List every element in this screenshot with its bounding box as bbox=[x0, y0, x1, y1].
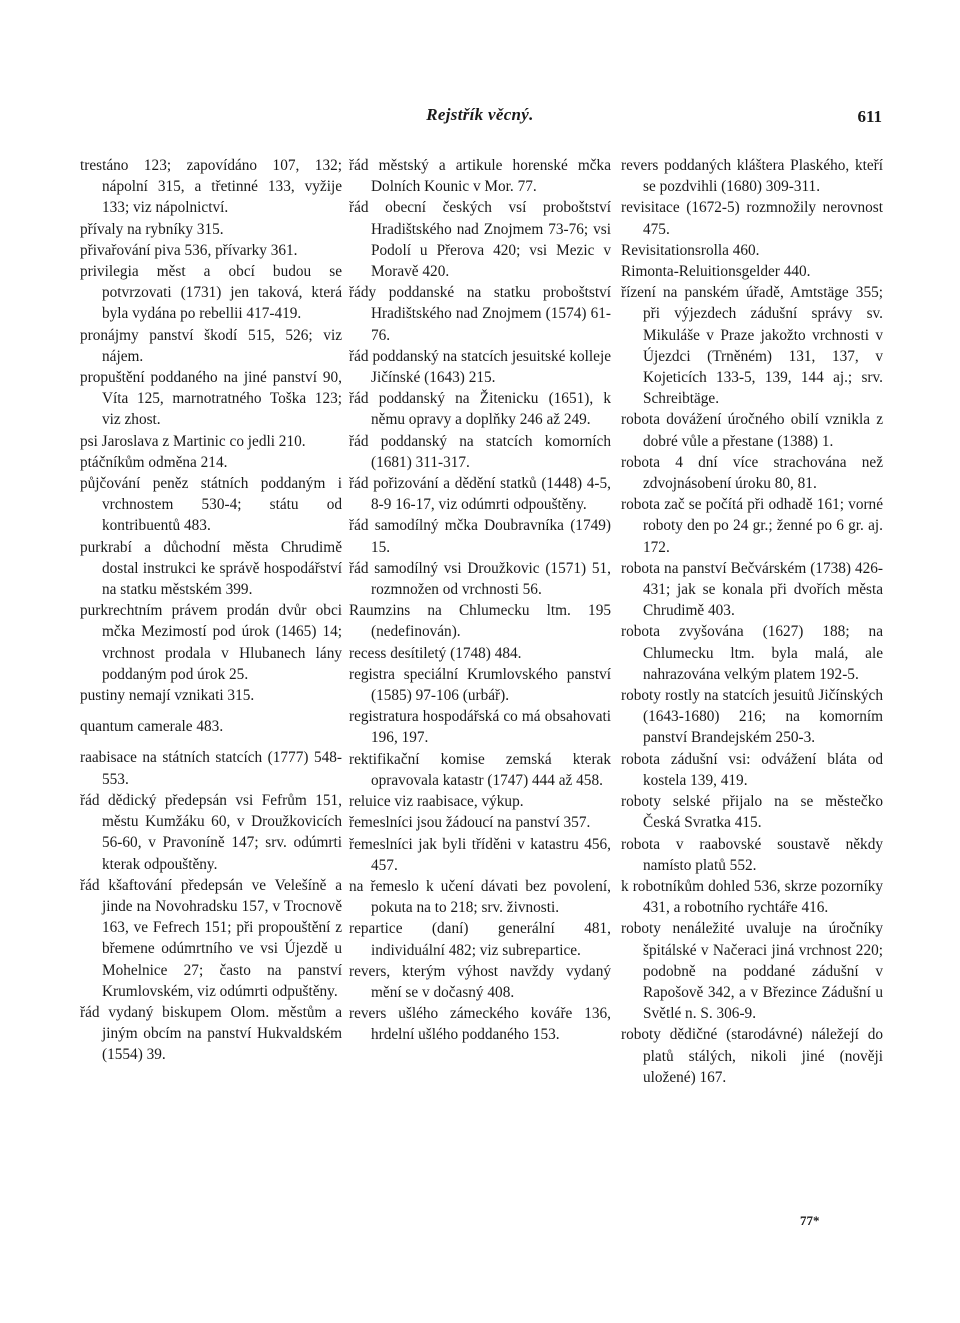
index-entry: řád vydaný biskupem Olom. městům a jiným obcím na panství Hukvaldském (1554) 39. bbox=[80, 1003, 342, 1064]
index-entry: na řemeslo k učení dávati bez povolení, pokuta na to 218; srv. živnosti. bbox=[349, 877, 611, 917]
index-entry: revisitace (1672-5) rozmnožily nerovnost 475. bbox=[621, 199, 883, 238]
index-column-1 bbox=[80, 155, 342, 1066]
index-entry: revers, kterým výhost navždy vydaný mění se v dočasný 408. bbox=[349, 962, 611, 1001]
index-entry: robota dovážení úročného obilí vznikla z dobré vůle a přestane (1388) 1. bbox=[621, 411, 883, 450]
index-entry: Revisitationsrolla 460. bbox=[621, 241, 760, 259]
index-entry: řád poddanský na statcích komorních (1681) 311-317. bbox=[349, 432, 611, 471]
index-entry: robota zádušní vsi: odvážení bláta od kostela 139, 419. bbox=[621, 750, 883, 789]
index-entry: repartice (daní) generální 481, individuální 482; viz subrepartice. bbox=[349, 920, 611, 959]
index-entry: řád samodílný vsi Droužkovic (1571) 51, rozmnožen od vrchnosti 56. bbox=[349, 559, 611, 599]
index-entry: řád poddanský na statcích jesuitské kolleje Jičínské (1643) 215. bbox=[349, 347, 611, 387]
index-entry: řád městský a artikule horenské mčka Dolních Kounic v Mor. 77. bbox=[349, 157, 611, 196]
index-entry: robota zač se počítá při odhadě 161; vorné roboty den po 24 gr.; ženné po 6 gr. aj. 172. bbox=[621, 496, 883, 556]
index-entry: reluice viz raabisace, výkup. bbox=[349, 793, 524, 811]
index-entry: řád obecní českých vsí proboštství Hradištského nad Znojmem 73-76; vsi Podolí u Přerova 420; vsi Mezic v Moravě 420. bbox=[349, 199, 611, 281]
index-entry: roboty rostly na statcích jesuitů Jičínských (1643-1680) 216; na komorním panství Brandejském 250-3. bbox=[621, 687, 883, 747]
index-entry: Rimonta-Reluitionsgelder 440. bbox=[621, 263, 811, 281]
index-entry: propuštění poddaného na jiné panství 90, Víta 125, marnotratného Toška 123; viz zhost. bbox=[80, 369, 342, 429]
index-entry: registra speciální Krumlovského panství (1585) 97-106 (urbář). bbox=[349, 665, 611, 705]
index-entry: řád pořizování a dědění statků (1448) 4-5, 8-9 16-17, viz odúmrti odpouštěny. bbox=[349, 475, 611, 514]
index-entry: řemeslníci jsou žádoucí na panství 357. bbox=[349, 814, 591, 832]
index-entry: psi Jaroslava z Martinic co jedli 210. bbox=[80, 432, 306, 450]
index-entry: pustiny nemají vznikati 315. bbox=[80, 687, 255, 705]
index-entry: pronájmy panství škodí 515, 526; viz nájem. bbox=[80, 326, 342, 365]
index-entry: k robotníkům dohled 536, skrze pozorníky 431, a robotního rychtáře 416. bbox=[621, 877, 883, 917]
index-entry: raabisace na státních statcích (1777) 548-553. bbox=[80, 749, 342, 788]
index-entry: řád poddanský na Žitenicku (1651), k němu opravy a doplňky 246 až 249. bbox=[349, 390, 611, 429]
index-entry: řemeslníci jak byli tříděni v katastru 456, 457. bbox=[349, 835, 611, 874]
index-entry: trestáno 123; zapovídáno 107, 132; nápolní 315, a třetinné 133, vyžije 133; viz nápolnictví. bbox=[80, 157, 342, 217]
index-entry: revers poddaných kláštera Plaského, kteří se pozdvihli (1680) 309-311. bbox=[621, 157, 883, 196]
index-entry: půjčování peněz státních poddaným i vrchnostem 530-4; státu od kontribuentů 483. bbox=[80, 475, 342, 535]
index-entry: robota 4 dní více strachována než zdvojnásobení úroku 80, 81. bbox=[621, 453, 883, 493]
index-entry: řád dědický předepsán vsi Fefrům 151, městu Kumžáku 60, v Droužkovicích 56-60, v Pravoníně 147; srv. odúmrti kterak odpouštěny. bbox=[80, 791, 342, 873]
index-entry: roboty dědičné (starodávné) náležejí do platů stálých, nikoli jiné (nověji uložené) 167. bbox=[621, 1026, 883, 1086]
index-entry: roboty nenáležité uvaluje na úročníky špitálské v Načeraci jiná vrchnost 220; podobně na poddané zádušní v Rapošově 342, a v Březince Zádušní u Světlé n. S. 306-9. bbox=[621, 920, 883, 1023]
index-entry: řád samodílný mčka Doubravníka (1749) 15. bbox=[349, 517, 611, 556]
index-entry: robota na panství Bečvárském (1738) 426-431; jak se konala při dvořích města Chrudimě 403. bbox=[621, 559, 883, 620]
signature-mark: 77* bbox=[800, 1213, 820, 1228]
index-entry: recess desítiletý (1748) 484. bbox=[349, 644, 522, 662]
index-entry: robota zvyšována (1627) 188; na Chlumecku ltm. byla malá, ale nahrazována velkým platem 192-5. bbox=[621, 623, 883, 683]
index-entry: revers ušlého zámeckého kováře 136, hrdelní ušlého poddaného 153. bbox=[349, 1005, 611, 1044]
index-entry: purkrabí a důchodní města Chrudimě dostal instrukci ke správě hospodářství na statku městském 399. bbox=[80, 538, 342, 599]
index-entry: roboty selské přijalo na se městečko Česká Svratka 415. bbox=[621, 793, 883, 832]
index-column-2 bbox=[349, 155, 611, 1046]
index-entry: quantum camerale 483. bbox=[80, 718, 224, 736]
index-entry: řád kšaftování předepsán ve Velešíně a jinde na Novohradsku 157, v Trocnově 163, ve Fefrech 151; při propouštění z břemene odúmrtního ve vsi Újezdě u Mohelnice 27; často na panství Krumlovském, viz odúmrti odpuštěny. bbox=[80, 876, 342, 1000]
index-entry: robota v raabovské soustavě někdy namísto platů 552. bbox=[621, 835, 883, 874]
index-entry: Raumzins na Chlumecku ltm. 195 (nedefinován). bbox=[349, 602, 611, 641]
page-number: 611 bbox=[857, 107, 882, 126]
index-entry: registratura hospodářská co má obsahovati 196, 197. bbox=[349, 708, 611, 747]
index-entry: ptáčníkům odměna 214. bbox=[80, 453, 228, 471]
index-entry: purkrechtním právem prodán dvůr obci mčka Mezimostí pod úrok (1465) 14; vrchnost prodala v Hlubanech lány poddaným pod úrok 25. bbox=[80, 602, 342, 683]
index-entry: přivařování piva 536, přívarky 361. bbox=[80, 241, 298, 259]
running-title: Rejstřík věcný. bbox=[426, 105, 534, 124]
index-column-3 bbox=[621, 155, 883, 1088]
index-entry: řády poddanské na statku proboštství Hradištského nad Znojmem (1574) 61-76. bbox=[349, 284, 611, 344]
index-entry: rektifikační komise zemská kterak opravovala katastr (1747) 444 až 458. bbox=[349, 750, 611, 789]
index-entry: privilegia měst a obcí budou se potvrzovati (1731) jen taková, která byla vydána po rebellii 417-419. bbox=[80, 263, 342, 323]
index-entry: řízení na panském úřadě, Amtstäge 355; při výjezdech zádušní správy sv. Mikuláše v Praze jakožto vrchnosti v Újezdci (Trněném) 131, 137, v Kojeticích 133-5, 139, 144 aj.; srv. Schreibtäge. bbox=[621, 284, 883, 408]
index-entry: přívaly na rybníky 315. bbox=[80, 220, 224, 238]
